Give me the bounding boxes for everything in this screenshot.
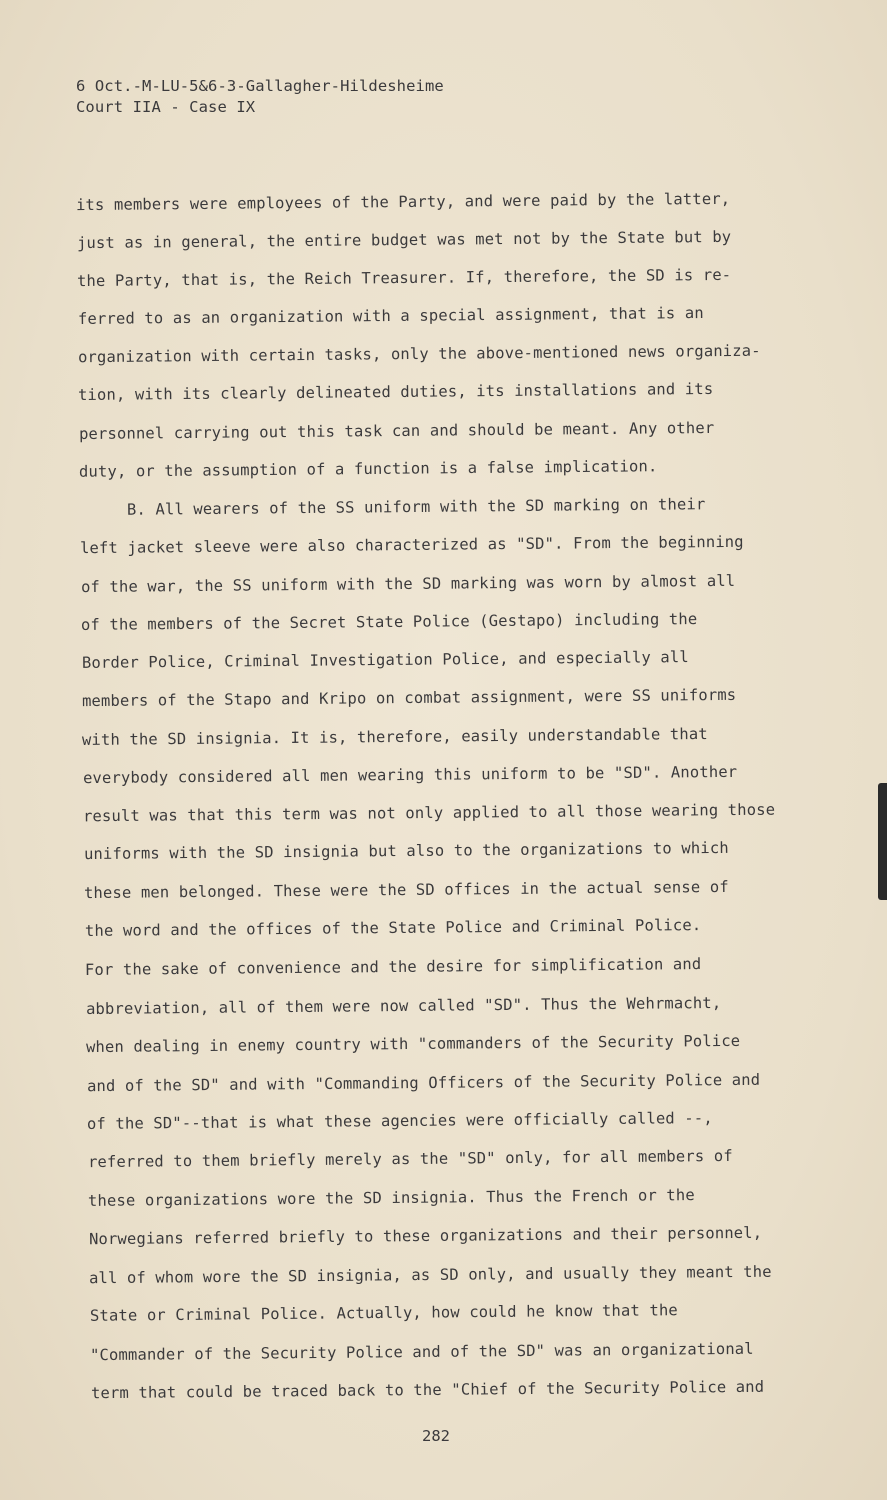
body-line: these men belonged. These were the SD offices in the actual sense of xyxy=(83,877,729,903)
body-line: "Commander of the Security Police and of the SD" was an organizational xyxy=(89,1339,754,1365)
body-line: members of the Stapo and Kripo on combat assignment, were SS uniforms xyxy=(81,685,737,711)
body-line: Border Police, Criminal Investigation Police, and especially all xyxy=(81,648,689,672)
body-line: referred to them briefly merely as the "SD" only, for all members of xyxy=(87,1146,733,1172)
document-header xyxy=(76,76,444,118)
body-line: of the SD"--that is what these agencies were officially called --, xyxy=(86,1108,713,1134)
body-line: term that could be traced back to the "Chief of the Security Police and xyxy=(90,1377,765,1403)
body-line: these organizations wore the SD insignia. Thus the French or the xyxy=(87,1186,695,1210)
body-line: the Party, that is, the Reich Treasurer. If, therefore, the SD is re- xyxy=(76,265,732,291)
header-line-2: Court IIA - Case IX xyxy=(76,98,256,116)
body-line: State or Criminal Police. Actually, how could he know that the xyxy=(89,1301,678,1325)
body-line: tion, with its clearly delineated duties, its installations and its xyxy=(77,379,714,405)
body-line: of the war, the SS uniform with the SD marking was worn by almost all xyxy=(80,571,736,597)
header-line-1: 6 Oct.-M-LU-5&6-3-Gallagher-Hildesheime xyxy=(76,77,444,95)
edge-tab-mark xyxy=(878,783,887,900)
body-line: abbreviation, all of them were now called "SD". Thus the Wehrmacht, xyxy=(85,993,722,1019)
body-line: when dealing in enemy country with "commanders of the Security Police xyxy=(85,1031,741,1057)
body-line: left jacket sleeve were also characterized as "SD". From the beginning xyxy=(79,532,744,558)
body-line: duty, or the assumption of a function is a false implication. xyxy=(78,457,658,481)
body-line: uniforms with the SD insignia but also to the organizations to which xyxy=(83,838,729,864)
body-line: result was that this term was not only applied to all those wearing those xyxy=(82,800,776,826)
body-line: just as in general, the entire budget was met not by the State but by xyxy=(76,227,732,253)
page-number: 282 xyxy=(422,1427,450,1445)
body-line: For the sake of convenience and the desire for simplification and xyxy=(84,955,702,979)
body-line: personnel carrying out this task can and should be meant. Any other xyxy=(78,418,715,444)
body-line: of the members of the Secret State Police (Gestapo) including the xyxy=(80,610,698,634)
body-line: all of whom wore the SD insignia, as SD only, and usually they meant the xyxy=(88,1262,772,1288)
body-line: B. All wearers of the SS uniform with the SD marking on their xyxy=(126,495,706,519)
body-line: with the SD insignia. It is, therefore, easily understandable that xyxy=(81,724,708,750)
body-line: ferred to as an organization with a special assignment, that is an xyxy=(77,303,704,329)
body-line: the word and the offices of the State Police and Criminal Police. xyxy=(84,916,702,940)
body-line: everybody considered all men wearing this uniform to be "SD". Another xyxy=(82,762,738,788)
body-line: and of the SD" and with "Commanding Officers of the Security Police and xyxy=(86,1070,761,1096)
body-line: its members were employees of the Party, and were paid by the latter, xyxy=(75,189,731,215)
body-line: organization with certain tasks, only the above-mentioned news organiza- xyxy=(77,341,761,367)
body-line: Norwegians referred briefly to these organizations and their personnel, xyxy=(88,1223,763,1249)
